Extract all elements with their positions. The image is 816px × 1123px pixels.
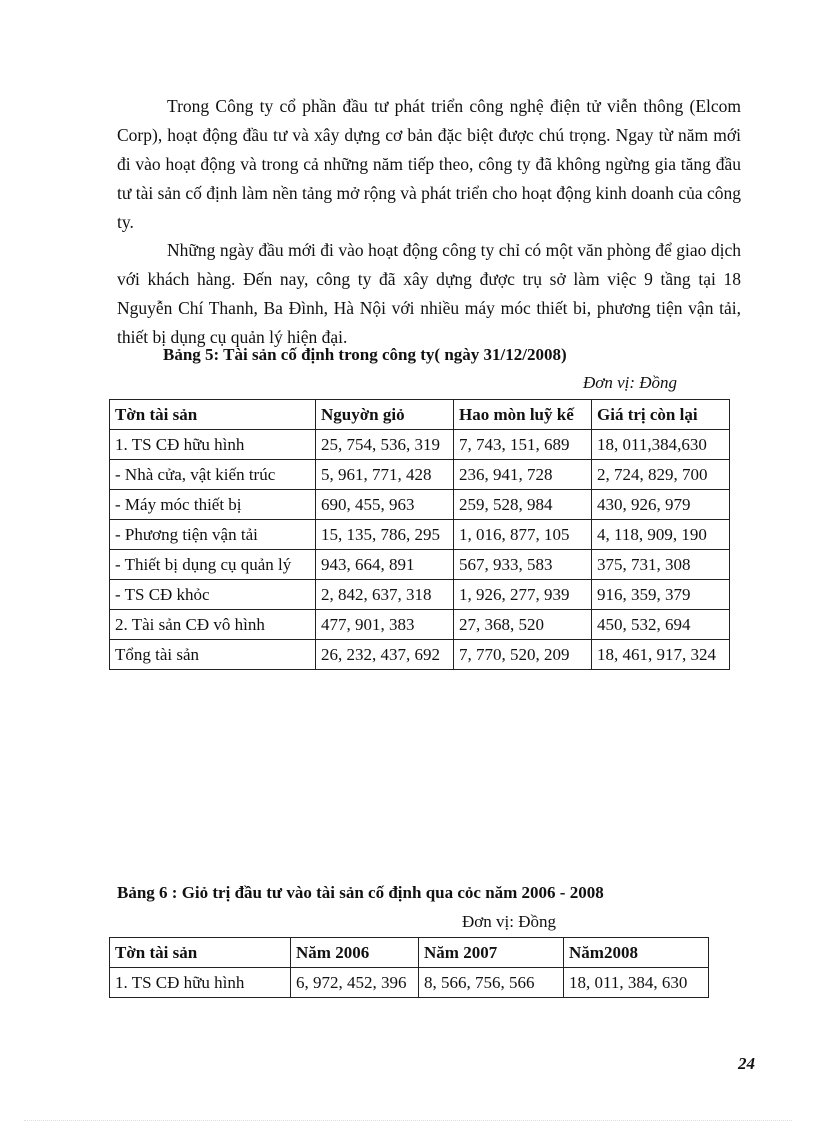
cell-value: 25, 754, 536, 319 [316, 430, 454, 460]
cell-asset: Tổng tài sản [110, 640, 316, 670]
cell-value: 18, 011, 384, 630 [564, 968, 709, 998]
fixed-assets-table [109, 399, 730, 670]
table-row [110, 520, 730, 550]
cell-value: 7, 770, 520, 209 [454, 640, 592, 670]
table6-caption: Bảng 6 : Giỏ trị đầu tư vào tài sản cố định qua cỏc năm 2006 - 2008 [117, 883, 604, 902]
col-header-asset: Tờn tài sản [110, 400, 316, 430]
cell-value: 567, 933, 583 [454, 550, 592, 580]
investment-table [109, 937, 709, 998]
cell-value: 2, 724, 829, 700 [592, 460, 730, 490]
table-row [110, 550, 730, 580]
col-header-2006: Năm 2006 [291, 938, 419, 968]
cell-value: 18, 461, 917, 324 [592, 640, 730, 670]
footer-divider [24, 1120, 792, 1121]
cell-asset: 2. Tài sản CĐ vô hình [110, 610, 316, 640]
table-row [110, 968, 709, 998]
table5-unit: Đơn vị: Đồng [583, 373, 678, 392]
paragraph-office: Những ngày đầu mới đi vào hoạt động công ty chỉ có một văn phòng để giao dịch với khách hàng. Đến nay, công ty đã xây dựng được trụ sở làm việc 9 tầng tại 18 Nguyễn Chí Thanh, Ba Đình, Hà Nội với nhiều máy móc thiết bi, phương tiện vận tải, thiết bị dụng cụ quản lý hiện đại. [117, 240, 741, 347]
cell-asset: - Máy móc thiết bị [110, 490, 316, 520]
cell-asset: - Phương tiện vận tải [110, 520, 316, 550]
table-row [110, 460, 730, 490]
cell-value: 430, 926, 979 [592, 490, 730, 520]
cell-asset: - TS CĐ khỏc [110, 580, 316, 610]
cell-value: 375, 731, 308 [592, 550, 730, 580]
col-header-accum-depreciation: Hao mòn luỹ kế [454, 400, 592, 430]
cell-value: 450, 532, 694 [592, 610, 730, 640]
cell-value: 4, 118, 909, 190 [592, 520, 730, 550]
table-row-total [110, 640, 730, 670]
page-number: 24 [738, 1054, 755, 1073]
col-header-original-cost: Nguyờn giỏ [316, 400, 454, 430]
cell-value: 236, 941, 728 [454, 460, 592, 490]
col-header-2008: Năm2008 [564, 938, 709, 968]
cell-value: 1, 016, 877, 105 [454, 520, 592, 550]
cell-asset: 1. TS CĐ hữu hình [110, 968, 291, 998]
cell-value: 15, 135, 786, 295 [316, 520, 454, 550]
col-header-residual-value: Giá trị còn lại [592, 400, 730, 430]
cell-asset: 1. TS CĐ hữu hình [110, 430, 316, 460]
table-row [110, 580, 730, 610]
cell-value: 1, 926, 277, 939 [454, 580, 592, 610]
cell-value: 26, 232, 437, 692 [316, 640, 454, 670]
cell-value: 18, 011,384,630 [592, 430, 730, 460]
cell-value: 7, 743, 151, 689 [454, 430, 592, 460]
table-header-row [110, 938, 709, 968]
cell-value: 690, 455, 963 [316, 490, 454, 520]
table-row [110, 490, 730, 520]
cell-value: 916, 359, 379 [592, 580, 730, 610]
cell-value: 6, 972, 452, 396 [291, 968, 419, 998]
cell-value: 259, 528, 984 [454, 490, 592, 520]
table6-unit: Đơn vị: Đồng [462, 912, 556, 931]
col-header-asset: Tờn tài sản [110, 938, 291, 968]
cell-value: 2, 842, 637, 318 [316, 580, 454, 610]
table-header-row [110, 400, 730, 430]
paragraph-intro: Trong Công ty cổ phần đầu tư phát triển công nghệ điện tử viễn thông (Elcom Corp), hoạt động đầu tư và xây dựng cơ bản đặc biệt được chú trọng. Ngay từ năm mới đi vào hoạt động và trong cả những năm tiếp theo, công ty đã không ngừng gia tăng đầu tư tài sản cố định làm nền tảng mở rộng và phát triển cho hoạt động kinh doanh của công ty. [117, 96, 741, 232]
cell-value: 5, 961, 771, 428 [316, 460, 454, 490]
cell-value: 477, 901, 383 [316, 610, 454, 640]
table-row [110, 430, 730, 460]
col-header-2007: Năm 2007 [419, 938, 564, 968]
cell-asset: - Thiết bị dụng cụ quản lý [110, 550, 316, 580]
cell-asset: - Nhà cửa, vật kiến trúc [110, 460, 316, 490]
cell-value: 27, 368, 520 [454, 610, 592, 640]
table-row [110, 610, 730, 640]
cell-value: 943, 664, 891 [316, 550, 454, 580]
table5-caption: Bảng 5: Tài sản cố định trong công ty( ngày 31/12/2008) [163, 345, 567, 364]
cell-value: 8, 566, 756, 566 [419, 968, 564, 998]
